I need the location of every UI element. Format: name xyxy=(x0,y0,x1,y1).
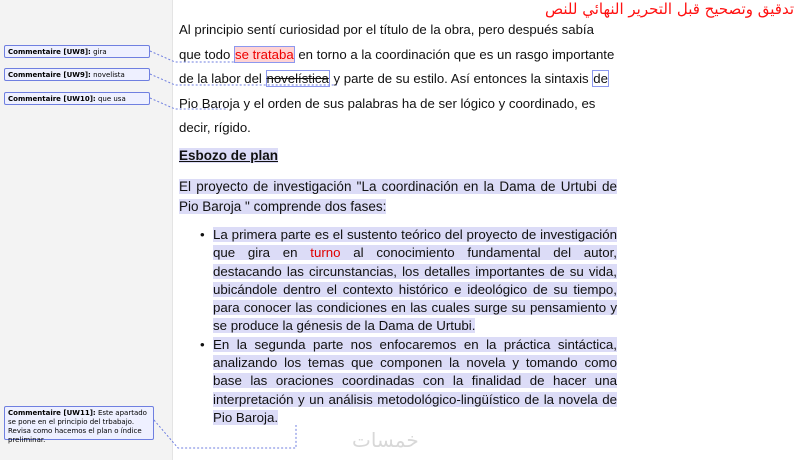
comment-text: Este apartado se pone en el principio del trbabajo. Revisa como hacemos el plan o índice preliminar. xyxy=(8,409,147,444)
section-heading: Esbozo de plan xyxy=(179,148,279,163)
text-run: en torno a la coordinación que es un rasgo importante de la labor del xyxy=(179,46,615,86)
deleted-text-novelistica[interactable]: novelística xyxy=(266,71,329,86)
marked-text-de[interactable]: de xyxy=(593,71,608,86)
page-title: تدقيق وتصحيح قبل التحرير النهائي للنص xyxy=(544,0,794,18)
text-run: El proyecto de investigación "La coordinación en la Dama de Urtubi de Pio Baroja " comprende dos fases: xyxy=(179,179,617,214)
comment-text: gira xyxy=(93,48,107,56)
bullet-list xyxy=(179,226,617,427)
comment-uw8[interactable] xyxy=(4,45,150,58)
text-run: La primera parte es el sustento teórico del proyecto de investigación que gira en xyxy=(213,227,617,261)
text-run: y parte de su estilo. Así entonces la sintaxis xyxy=(329,71,593,86)
text-run: Pio Baroja y el orden de sus palabras ha de ser lógico y coordinado, es decir, rígido. xyxy=(179,95,596,135)
text-run: al conocimiento fundamental del autor, destacando las circunstancias, los detalles importantes de su vida, ubicándole dentro el contexto histórico e ideológico de su tiempo, para conocer las condiciones en las cuales surge su pensamiento y se produce la génesis de la Dama de Urtubi. xyxy=(213,245,617,334)
text-run: En la segunda parte nos enfocaremos en la práctica sintáctica, analizando los temas que componen la novela y tomando como base las oraciones coordinadas con la finalidad de hacer una interpretación y un análisis metodológico-lingüístico de la novela de Pio Baroja. xyxy=(213,336,617,425)
comment-author: Commentaire [UW11]: xyxy=(8,409,96,417)
comment-uw10[interactable] xyxy=(4,92,150,105)
comment-author: Commentaire [UW10]: xyxy=(8,95,96,103)
bullet-icon: • xyxy=(200,336,205,352)
comment-author: Commentaire [UW8]: xyxy=(8,48,91,56)
bullet-icon: • xyxy=(200,227,205,242)
marked-text-turno: turno xyxy=(310,245,341,261)
comment-text: que usa xyxy=(97,95,126,103)
comment-author: Commentaire [UW9]: xyxy=(8,71,91,79)
marked-text-se-trataba[interactable]: se trataba xyxy=(235,46,294,62)
paragraph-intro xyxy=(179,18,617,141)
list-item xyxy=(179,336,617,427)
comment-uw11[interactable] xyxy=(4,406,154,444)
comment-uw9[interactable] xyxy=(4,68,150,81)
paragraph-project xyxy=(179,177,617,217)
comment-text: novelista xyxy=(93,71,125,79)
text-run: Al principio sentí curiosidad por el título de la obra, pero después sabía que todo xyxy=(179,22,594,62)
watermark-logo: خمسات xyxy=(352,428,419,452)
list-item xyxy=(179,226,617,336)
